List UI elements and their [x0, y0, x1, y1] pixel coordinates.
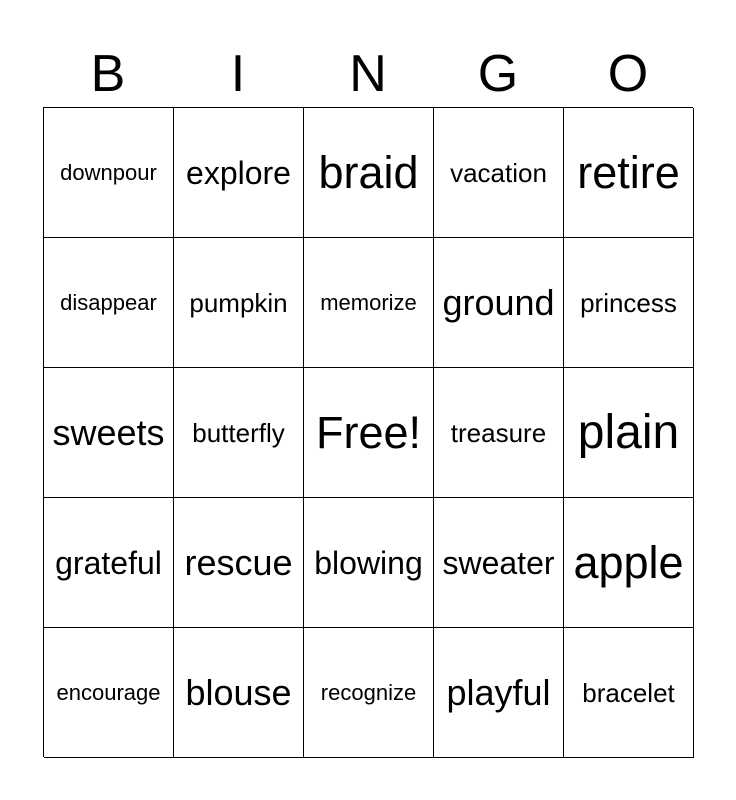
bingo-cell[interactable]: princess	[564, 238, 694, 368]
bingo-cell[interactable]: recognize	[304, 628, 434, 758]
header-letter-o: O	[607, 45, 649, 103]
bingo-cell[interactable]: bracelet	[564, 628, 694, 758]
bingo-cell[interactable]: retire	[564, 108, 694, 238]
bingo-cell[interactable]: memorize	[304, 238, 434, 368]
bingo-cell[interactable]: plain	[564, 368, 694, 498]
header-letter-n: N	[349, 45, 387, 103]
bingo-cell[interactable]: ground	[434, 238, 564, 368]
bingo-cell[interactable]: explore	[174, 108, 304, 238]
bingo-cell[interactable]: playful	[434, 628, 564, 758]
bingo-cell[interactable]: grateful	[44, 498, 174, 628]
bingo-cell[interactable]: disappear	[44, 238, 174, 368]
bingo-cell[interactable]: vacation	[434, 108, 564, 238]
bingo-cell[interactable]: encourage	[44, 628, 174, 758]
bingo-cell[interactable]: pumpkin	[174, 238, 304, 368]
bingo-header	[43, 40, 693, 108]
bingo-cell[interactable]: blowing	[304, 498, 434, 628]
header-letter-i: I	[230, 45, 246, 103]
bingo-card-grid	[43, 107, 693, 757]
free-space-cell[interactable]: Free!	[304, 368, 434, 498]
bingo-cell[interactable]: downpour	[44, 108, 174, 238]
bingo-cell[interactable]: braid	[304, 108, 434, 238]
bingo-cell[interactable]: sweets	[44, 368, 174, 498]
header-letter-g: G	[477, 45, 519, 103]
bingo-cell[interactable]: apple	[564, 498, 694, 628]
bingo-cell[interactable]: rescue	[174, 498, 304, 628]
header-letter-b: B	[90, 45, 126, 103]
bingo-cell[interactable]: butterfly	[174, 368, 304, 498]
bingo-cell[interactable]: treasure	[434, 368, 564, 498]
bingo-cell[interactable]: sweater	[434, 498, 564, 628]
bingo-cell[interactable]: blouse	[174, 628, 304, 758]
